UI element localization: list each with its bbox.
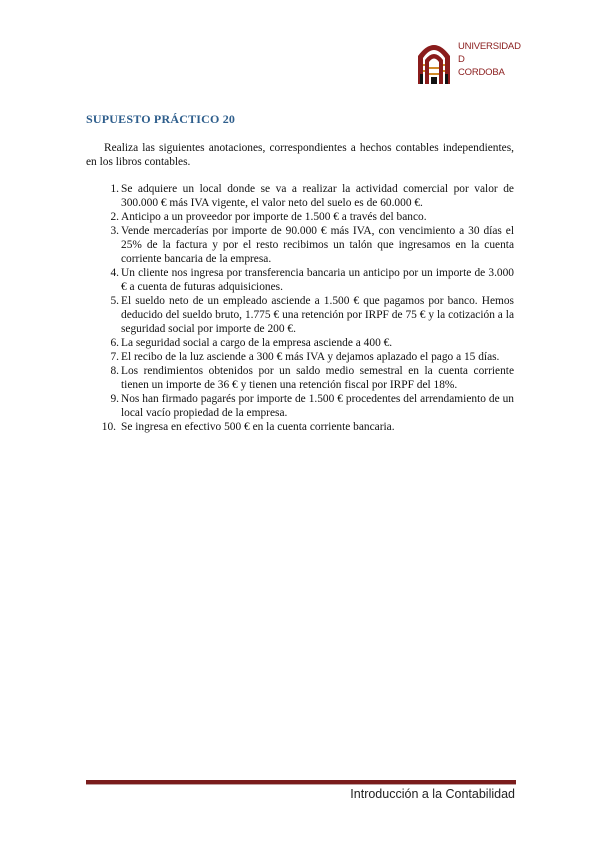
list-item xyxy=(86,392,514,420)
item-number: 10. xyxy=(101,421,116,433)
item-text: La seguridad social a cargo de la empresa asciende a 400 €. xyxy=(121,337,393,349)
exercise-title: SUPUESTO PRÁCTICO 20 xyxy=(86,112,236,126)
list-item xyxy=(86,350,514,364)
logo-wordmark xyxy=(458,40,521,79)
list-item xyxy=(86,364,514,392)
list-item xyxy=(86,266,514,294)
item-number: 9. xyxy=(110,393,119,405)
logo-line: UNIVERSIDAD xyxy=(458,41,521,52)
item-text: El sueldo neto de un empleado asciende a 1.500 € que pagamos por banco. Hemos deducido del sueldo bruto, 1.775 € una retención por IRPF de 75 € y la cotización a la seguridad social por importe de 200 €. xyxy=(121,295,514,335)
item-text: Se adquiere un local donde se va a realizar la actividad comercial por valor de 300.000 € más IVA vigente, el valor neto del suelo es de 60.000 €. xyxy=(121,183,514,209)
list-item xyxy=(86,336,514,350)
footer-course-title: Introducción a la Contabilidad xyxy=(350,787,515,801)
logo-line: CORDOBA xyxy=(458,67,505,78)
footer-divider xyxy=(86,780,516,785)
item-number: 7. xyxy=(110,351,119,363)
item-text: Un cliente nos ingresa por transferencia bancaria un anticipo por un importe de 3.000 € a cuenta de futuras adquisiciones. xyxy=(121,267,514,293)
item-number: 6. xyxy=(110,337,119,349)
item-text: Vende mercaderías por importe de 90.000 € más IVA, con vencimiento a 30 días el 25% de la factura y por el resto recibimos un talón que ingresamos en la cuenta corriente bancaria de la empresa. xyxy=(121,225,514,265)
item-text: Anticipo a un proveedor por importe de 1.500 € a través del banco. xyxy=(121,211,427,223)
item-number: 8. xyxy=(110,365,119,377)
item-text: Se ingresa en efectivo 500 € en la cuenta corriente bancaria. xyxy=(121,421,395,433)
list-item xyxy=(86,210,514,224)
item-number: 5. xyxy=(110,295,119,307)
logo-line: D xyxy=(458,54,465,65)
intro-paragraph: Realiza las siguientes anotaciones, correspondientes a hechos contables independientes, en los libros contables. xyxy=(86,142,514,168)
item-number: 4. xyxy=(110,267,119,279)
item-text: El recibo de la luz asciende a 300 € más IVA y dejamos aplazado el pago a 15 días. xyxy=(121,351,500,363)
list-item xyxy=(86,182,514,210)
list-item xyxy=(86,420,514,434)
item-number: 2. xyxy=(110,211,119,223)
item-text: Nos han firmado pagarés por importe de 1.500 € procedentes del arrendamiento de un local vacío propiedad de la empresa. xyxy=(121,393,514,419)
university-logo xyxy=(414,34,524,88)
list-item xyxy=(86,294,514,336)
exercise-list xyxy=(86,182,514,434)
university-shield-icon xyxy=(414,34,454,86)
item-text: Los rendimientos obtenidos por un saldo medio semestral en la cuenta corriente tienen un importe de 36 € y tienen una retención fiscal por IRPF del 18%. xyxy=(121,365,514,391)
item-number: 1. xyxy=(110,183,119,195)
item-number: 3. xyxy=(110,225,119,237)
list-item xyxy=(86,224,514,266)
